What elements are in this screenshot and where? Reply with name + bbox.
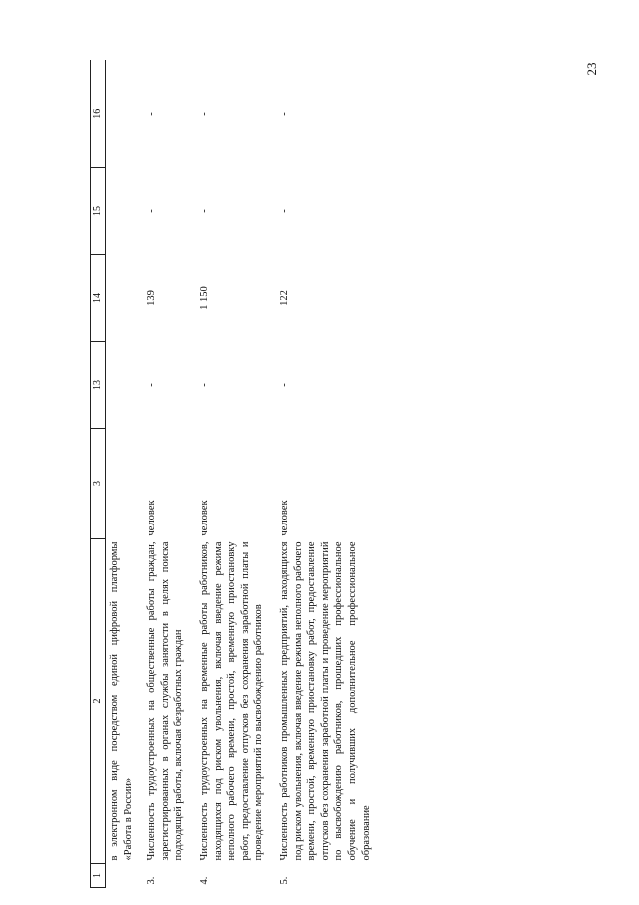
row-value-16: - xyxy=(278,112,290,116)
row-number: 3. xyxy=(146,876,158,885)
row-value-15: - xyxy=(278,209,290,213)
rotated-page-content xyxy=(90,61,600,888)
row-unit: человек xyxy=(198,500,210,536)
table-row xyxy=(198,61,278,888)
row-value-14: 1 150 xyxy=(198,286,210,310)
table-row xyxy=(145,61,198,888)
row-value-16: - xyxy=(146,112,158,116)
row-value-15 xyxy=(106,168,146,255)
column-header: 13 xyxy=(91,342,106,429)
row-unit xyxy=(106,429,146,539)
column-header: 1 xyxy=(91,864,106,888)
column-header: 16 xyxy=(91,61,106,168)
row-value-14: 122 xyxy=(278,290,290,306)
table-header-row xyxy=(91,61,106,888)
column-header: 14 xyxy=(91,255,106,342)
column-header: 3 xyxy=(91,429,106,539)
indicators-table xyxy=(90,61,385,889)
row-value-15: - xyxy=(146,209,158,213)
row-value-13: - xyxy=(146,383,158,387)
table-row xyxy=(106,61,146,888)
row-description: в электронном виде посредством единой цифровой платформы «Работа в России» xyxy=(109,541,134,861)
row-value-16: - xyxy=(198,112,210,116)
row-description: Численность работников промышленных предприятий, находящихся под риском увольнения, включая введение режима неполного рабочего времени, простой, временную приостановку работ, предоставление отпусков без сохранения заработной платы и проведение мероприятий по высвобождению работников, прошедших профессиональное обучение и получивших дополнительное профессиональное образование xyxy=(278,541,372,861)
row-value-13 xyxy=(106,342,146,429)
row-unit: человек xyxy=(278,500,290,536)
row-number: 4. xyxy=(198,876,210,885)
row-number: 5. xyxy=(278,876,290,885)
row-value-16 xyxy=(106,61,146,168)
row-value-13: - xyxy=(198,383,210,387)
row-value-14: 139 xyxy=(146,290,158,306)
column-header: 15 xyxy=(91,168,106,255)
row-value-15: - xyxy=(198,209,210,213)
row-number xyxy=(106,864,146,888)
column-header: 2 xyxy=(91,539,106,864)
row-value-14 xyxy=(106,255,146,342)
row-description: Численность трудоустроенных на общественные работы граждан, зарегистрированных в органах службы занятости в целях поиска подходящей работы, включая безработных граждан xyxy=(146,541,185,861)
row-value-13: - xyxy=(278,383,290,387)
row-unit: человек xyxy=(146,500,158,536)
row-description: Численность трудоустроенных на временные работы работников, находящихся под риском увольнения, включая введение режима неполного рабочего времени, простой, временную приостановку работ, предоставление отпусков без сохранения заработной платы и проведение мероприятий по высвобождению работников xyxy=(198,541,265,861)
table-row xyxy=(278,61,385,888)
page-number: 23 xyxy=(584,62,599,76)
